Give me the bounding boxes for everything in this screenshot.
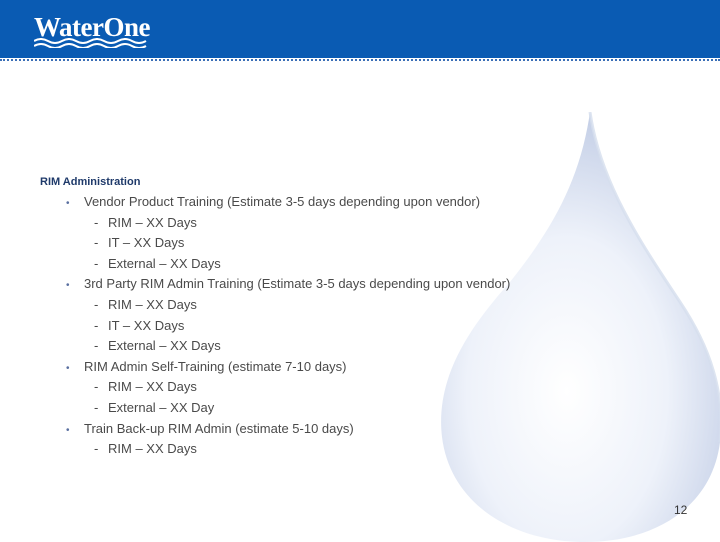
bullet-icon: •	[66, 362, 70, 374]
dash-icon: -	[94, 399, 99, 415]
sub-item-text: IT – XX Days	[108, 235, 185, 251]
sub-item	[66, 439, 686, 460]
sub-item	[66, 377, 686, 398]
dash-icon: -	[94, 296, 99, 312]
sub-item-text: RIM – XX Days	[108, 214, 197, 230]
dash-icon: -	[94, 379, 99, 395]
sub-item	[66, 295, 686, 316]
sub-item-text: RIM – XX Days	[108, 441, 197, 457]
page-number: 12	[674, 503, 688, 517]
bullet-icon: •	[66, 198, 70, 209]
section-title: RIM Administration	[40, 176, 141, 188]
sub-item	[66, 213, 686, 234]
bullet-icon: •	[66, 424, 70, 436]
sub-item-text: External – XX Days	[108, 338, 221, 354]
bullet-icon: •	[66, 280, 70, 292]
bullet-item	[66, 192, 686, 213]
logo-waves-icon	[34, 38, 148, 48]
bullet-item	[66, 357, 686, 378]
dash-icon: -	[94, 255, 99, 271]
bullet-item	[66, 419, 686, 440]
waterone-logo: WaterOne	[34, 12, 150, 42]
bullet-list	[66, 192, 686, 460]
sub-item	[66, 233, 686, 254]
bullet-text: Train Back-up RIM Admin (estimate 5-10 days)	[84, 420, 354, 436]
bullet-text: 3rd Party RIM Admin Training (Estimate 3-5 days depending upon vendor)	[84, 276, 511, 292]
sub-item-text: IT – XX Days	[108, 317, 185, 333]
dash-icon: -	[94, 317, 99, 333]
sub-item	[66, 398, 686, 419]
dash-icon: -	[94, 214, 99, 230]
bullet-item	[66, 274, 686, 295]
header-bar	[0, 0, 720, 58]
header-dotted-divider	[0, 59, 720, 61]
sub-item-text: RIM – XX Days	[108, 379, 197, 395]
sub-item-text: External – XX Day	[108, 399, 215, 415]
bullet-text: Vendor Product Training (Estimate 3-5 days depending upon vendor)	[84, 194, 481, 209]
dash-icon: -	[94, 338, 99, 354]
sub-item	[66, 316, 686, 337]
bullet-text: RIM Admin Self-Training (estimate 7-10 days)	[84, 358, 347, 374]
dash-icon: -	[94, 441, 99, 457]
sub-item	[66, 254, 686, 275]
sub-item-text: RIM – XX Days	[108, 296, 197, 312]
dash-icon: -	[94, 235, 99, 251]
sub-item	[66, 336, 686, 357]
sub-item-text: External – XX Days	[108, 255, 221, 271]
